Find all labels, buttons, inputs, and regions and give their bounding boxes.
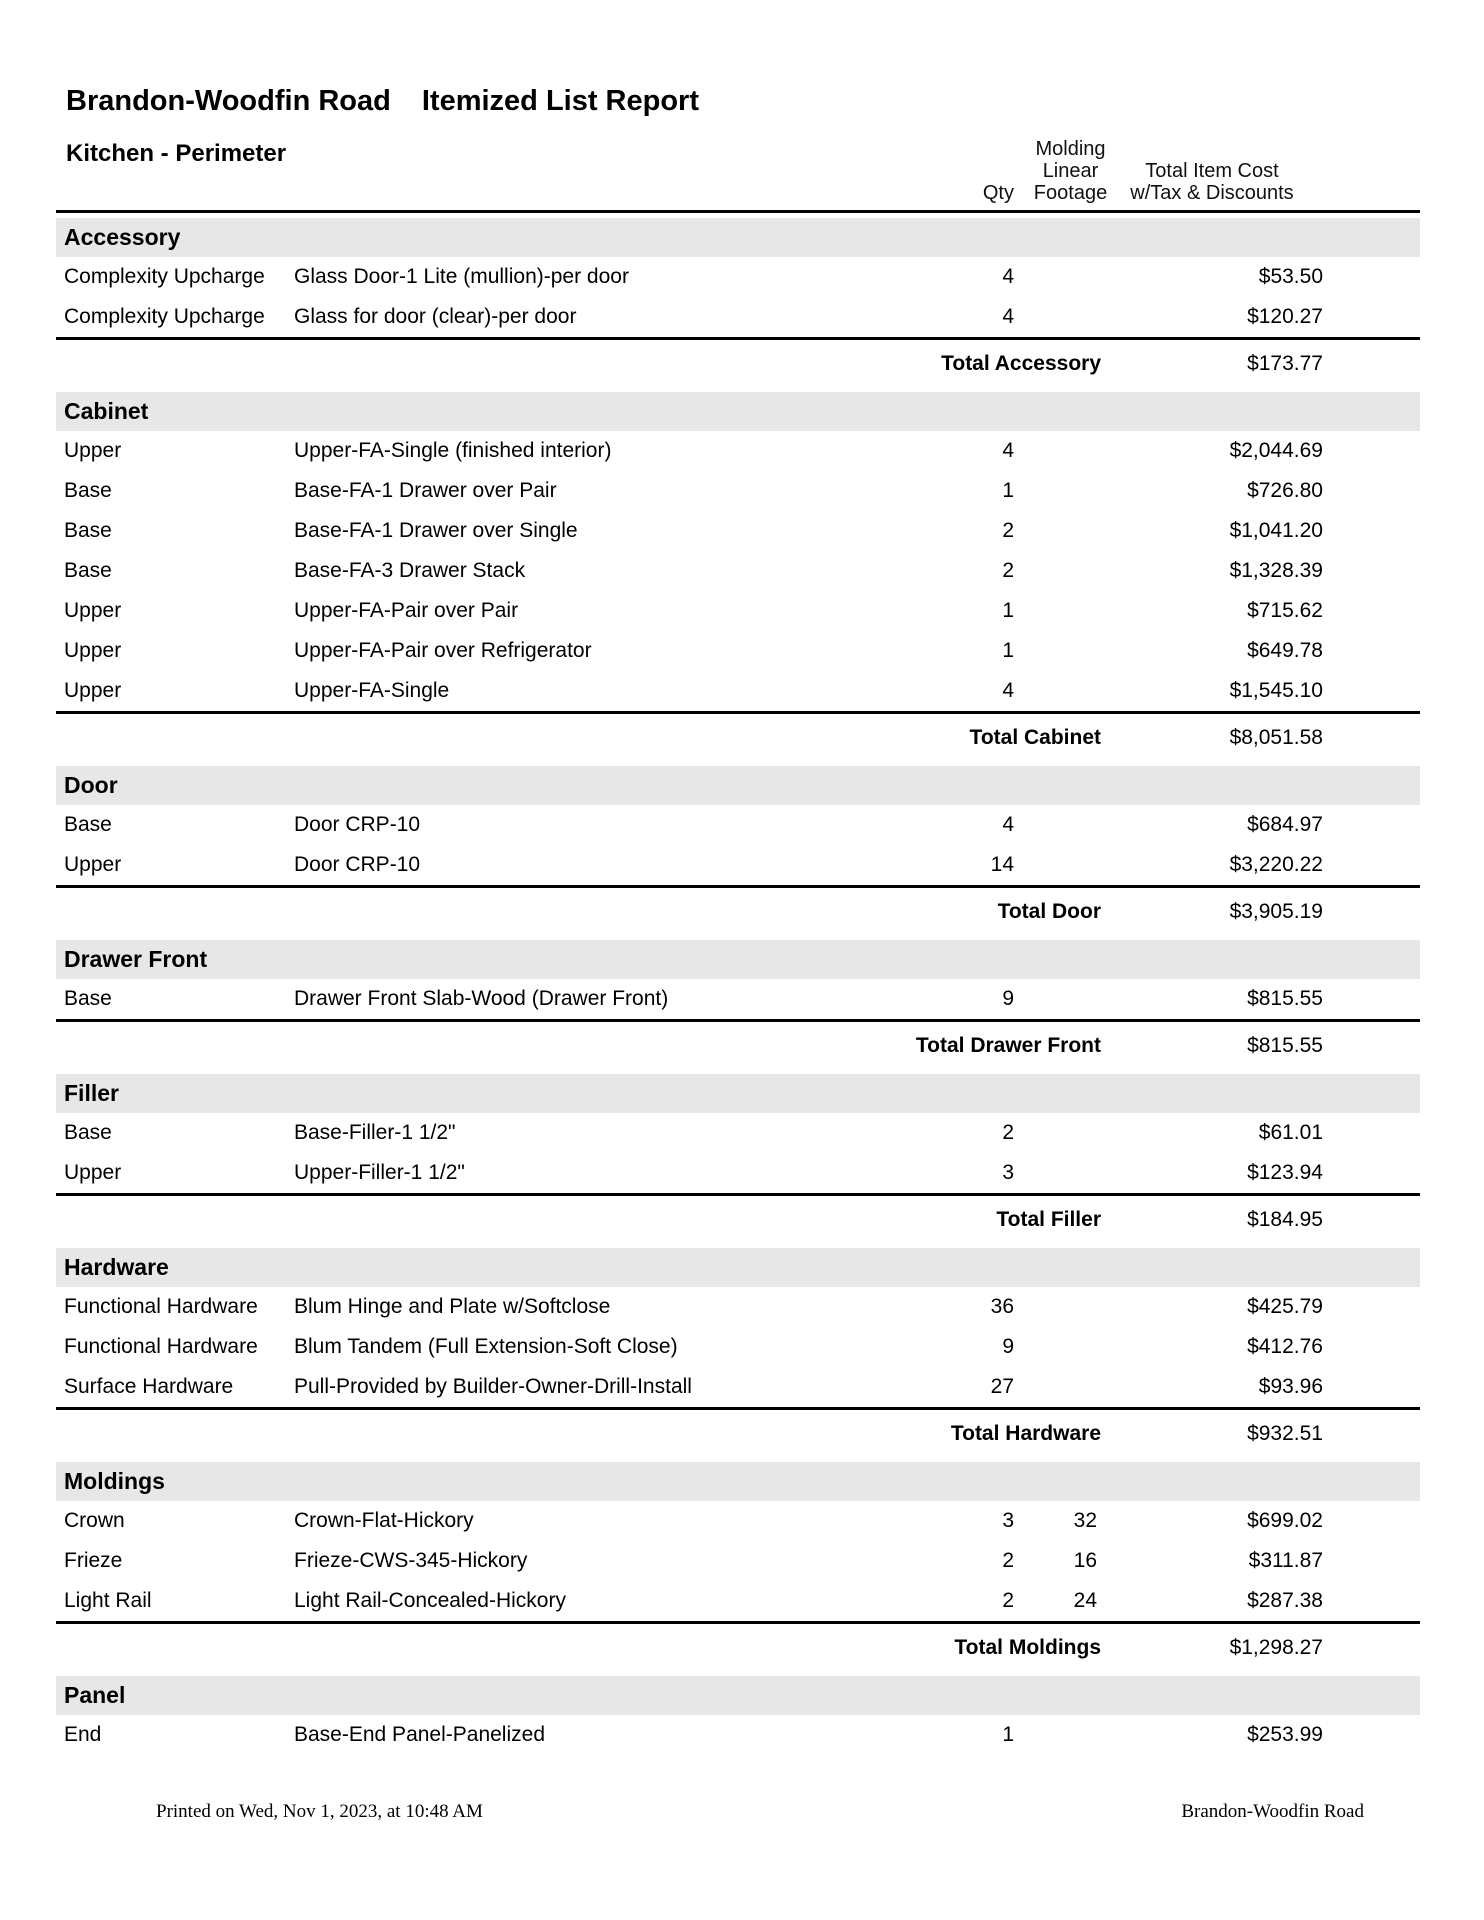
- row-qty: 27: [990, 1375, 1014, 1398]
- table-row: [56, 805, 1420, 845]
- section-total-row: [56, 888, 1420, 935]
- row-category: Crown: [64, 1509, 125, 1532]
- table-row: [56, 1581, 1420, 1621]
- report-section: [56, 940, 1420, 1069]
- row-cost: $253.99: [1247, 1723, 1323, 1746]
- footer-project-name: Brandon-Woodfin Road: [1181, 1801, 1364, 1822]
- row-qty: 3: [1002, 1509, 1014, 1532]
- row-description: Door CRP-10: [294, 853, 421, 876]
- row-category: Upper: [64, 853, 122, 876]
- section-total-label: Total Accessory: [941, 351, 1101, 375]
- row-category: Complexity Upcharge: [64, 305, 265, 328]
- section-rows: [56, 979, 1420, 1022]
- section-total-cost: $8,051.58: [1229, 725, 1323, 749]
- row-description: Frieze-CWS-345-Hickory: [294, 1549, 528, 1572]
- section-rows: [56, 1287, 1420, 1410]
- row-description: Base-Filler-1 1/2": [294, 1121, 456, 1144]
- section-total-label: Total Moldings: [954, 1635, 1101, 1659]
- report-section: [56, 1074, 1420, 1243]
- row-description: Blum Tandem (Full Extension-Soft Close): [294, 1335, 678, 1358]
- section-rows: [56, 431, 1420, 714]
- row-category: Functional Hardware: [64, 1295, 258, 1318]
- row-category: Upper: [64, 599, 122, 622]
- row-category: Complexity Upcharge: [64, 265, 265, 288]
- report-body: [56, 218, 1420, 1755]
- row-cost: $287.38: [1247, 1589, 1323, 1612]
- section-heading-label: Accessory: [64, 224, 181, 250]
- row-cost: $726.80: [1247, 479, 1323, 502]
- row-qty: 1: [1002, 599, 1014, 622]
- row-description: Blum Hinge and Plate w/Softclose: [294, 1295, 611, 1318]
- row-category: Upper: [64, 1161, 122, 1184]
- section-heading-label: Door: [64, 772, 118, 798]
- footer-printed-timestamp: Printed on Wed, Nov 1, 2023, at 10:48 AM: [156, 1801, 483, 1822]
- row-qty: 1: [1002, 479, 1014, 502]
- section-total-row: [56, 1022, 1420, 1069]
- row-cost: $93.96: [1258, 1375, 1323, 1398]
- row-qty: 4: [1002, 679, 1014, 702]
- row-category: Upper: [64, 639, 122, 662]
- row-cost: $815.55: [1247, 987, 1323, 1010]
- row-qty: 9: [1002, 1335, 1014, 1358]
- table-row: [56, 1153, 1420, 1193]
- row-cost: $53.50: [1258, 265, 1323, 288]
- row-cost: $715.62: [1247, 599, 1323, 622]
- row-cost: $3,220.22: [1229, 853, 1323, 876]
- row-description: Upper-FA-Pair over Refrigerator: [294, 639, 592, 662]
- section-heading-label: Hardware: [64, 1254, 169, 1280]
- section-total-cost: $815.55: [1247, 1033, 1323, 1057]
- column-header-molding-linear-footage: Molding Linear Footage: [1033, 138, 1108, 204]
- section-heading-label: Filler: [64, 1080, 119, 1106]
- section-rows: [56, 805, 1420, 888]
- section-rows: [56, 1715, 1420, 1755]
- table-row: [56, 671, 1420, 711]
- row-footage: 16: [1073, 1549, 1097, 1572]
- row-qty: 2: [1002, 519, 1014, 542]
- page-footer: [56, 1801, 1420, 1823]
- section-rows: [56, 1113, 1420, 1196]
- row-description: Base-FA-1 Drawer over Single: [294, 519, 578, 542]
- report-section: [56, 1248, 1420, 1457]
- row-category: Upper: [64, 679, 122, 702]
- row-category: Functional Hardware: [64, 1335, 258, 1358]
- row-cost: $120.27: [1247, 305, 1323, 328]
- row-description: Door CRP-10: [294, 813, 421, 836]
- section-total-cost: $184.95: [1247, 1207, 1323, 1231]
- row-cost: $425.79: [1247, 1295, 1323, 1318]
- row-footage: 32: [1073, 1509, 1097, 1532]
- section-total-cost: $932.51: [1247, 1421, 1323, 1445]
- section-total-label: Total Filler: [996, 1207, 1101, 1231]
- row-footage: 24: [1073, 1589, 1097, 1612]
- row-description: Crown-Flat-Hickory: [294, 1509, 474, 1532]
- table-row: [56, 979, 1420, 1019]
- row-description: Upper-FA-Single: [294, 679, 450, 702]
- row-category: Base: [64, 987, 112, 1010]
- row-qty: 2: [1002, 1589, 1014, 1612]
- section-total-label: Total Hardware: [950, 1421, 1101, 1445]
- report-type-title: Itemized List Report: [421, 85, 700, 117]
- table-row: [56, 591, 1420, 631]
- section-heading: [56, 1462, 1420, 1501]
- row-cost: $123.94: [1247, 1161, 1323, 1184]
- row-qty: 1: [1002, 639, 1014, 662]
- report-section: [56, 766, 1420, 935]
- report-section: [56, 1462, 1420, 1671]
- section-heading: [56, 766, 1420, 805]
- table-row: [56, 1327, 1420, 1367]
- row-qty: 9: [1002, 987, 1014, 1010]
- row-description: Light Rail-Concealed-Hickory: [294, 1589, 566, 1612]
- row-qty: 2: [1002, 1549, 1014, 1572]
- row-cost: $699.02: [1247, 1509, 1323, 1532]
- row-category: Light Rail: [64, 1589, 152, 1612]
- report-section: [56, 218, 1420, 387]
- row-category: Upper: [64, 439, 122, 462]
- row-category: Base: [64, 479, 112, 502]
- row-cost: $1,545.10: [1229, 679, 1323, 702]
- row-description: Glass for door (clear)-per door: [294, 305, 577, 328]
- section-total-cost: $3,905.19: [1229, 899, 1323, 923]
- section-heading: [56, 392, 1420, 431]
- table-row: [56, 257, 1420, 297]
- report-section: [56, 1676, 1420, 1755]
- row-category: Frieze: [64, 1549, 123, 1572]
- table-row: [56, 1287, 1420, 1327]
- row-cost: $2,044.69: [1229, 439, 1323, 462]
- table-row: [56, 1541, 1420, 1581]
- table-row: [56, 1715, 1420, 1755]
- row-qty: 14: [990, 853, 1014, 876]
- row-qty: 4: [1002, 439, 1014, 462]
- section-heading: [56, 940, 1420, 979]
- table-row: [56, 845, 1420, 885]
- row-category: Base: [64, 519, 112, 542]
- row-category: Base: [64, 559, 112, 582]
- table-row: [56, 1501, 1420, 1541]
- row-cost: $1,328.39: [1229, 559, 1323, 582]
- table-row: [56, 297, 1420, 337]
- table-row: [56, 511, 1420, 551]
- row-description: Base-End Panel-Panelized: [294, 1723, 545, 1746]
- section-heading-label: Drawer Front: [64, 946, 208, 972]
- row-description: Pull-Provided by Builder-Owner-Drill-Install: [294, 1375, 692, 1398]
- row-cost: $61.01: [1258, 1121, 1323, 1144]
- row-qty: 4: [1002, 813, 1014, 836]
- table-row: [56, 471, 1420, 511]
- report-section: [56, 392, 1420, 761]
- table-row: [56, 551, 1420, 591]
- row-category: Surface Hardware: [64, 1375, 234, 1398]
- row-qty: 4: [1002, 305, 1014, 328]
- table-row: [56, 1113, 1420, 1153]
- section-heading-label: Panel: [64, 1682, 126, 1708]
- section-heading: [56, 218, 1420, 257]
- section-total-row: [56, 1624, 1420, 1671]
- section-heading-label: Moldings: [64, 1468, 165, 1494]
- table-header: [56, 138, 1420, 213]
- page-title: [66, 84, 1420, 118]
- section-total-label: Total Cabinet: [969, 725, 1101, 749]
- section-total-row: [56, 340, 1420, 387]
- section-rows: [56, 257, 1420, 340]
- section-total-row: [56, 714, 1420, 761]
- row-description: Drawer Front Slab-Wood (Drawer Front): [294, 987, 669, 1010]
- row-description: Base-FA-3 Drawer Stack: [294, 559, 526, 582]
- row-qty: 4: [1002, 265, 1014, 288]
- row-qty: 2: [1002, 559, 1014, 582]
- row-cost: $412.76: [1247, 1335, 1323, 1358]
- row-cost: $1,041.20: [1229, 519, 1323, 542]
- column-header-total-item-cost: Total Item Cost w/Tax & Discounts: [1130, 160, 1294, 204]
- row-qty: 1: [1002, 1723, 1014, 1746]
- section-heading: [56, 1074, 1420, 1113]
- row-description: Upper-FA-Single (finished interior): [294, 439, 612, 462]
- project-title: Brandon-Woodfin Road: [66, 85, 391, 117]
- section-heading: [56, 1676, 1420, 1715]
- row-qty: 36: [990, 1295, 1014, 1318]
- section-total-row: [56, 1196, 1420, 1243]
- section-total-cost: $173.77: [1247, 351, 1323, 375]
- section-heading: [56, 1248, 1420, 1287]
- row-cost: $311.87: [1248, 1549, 1323, 1572]
- row-qty: 3: [1002, 1161, 1014, 1184]
- row-category: Base: [64, 1121, 112, 1144]
- row-description: Base-FA-1 Drawer over Pair: [294, 479, 557, 502]
- row-cost: $684.97: [1247, 813, 1323, 836]
- section-total-cost: $1,298.27: [1229, 1635, 1323, 1659]
- column-header-qty: Qty: [982, 182, 1014, 204]
- section-total-row: [56, 1410, 1420, 1457]
- row-category: End: [64, 1723, 102, 1746]
- row-description: Upper-FA-Pair over Pair: [294, 599, 519, 622]
- section-rows: [56, 1501, 1420, 1624]
- row-description: Glass Door-1 Lite (mullion)-per door: [294, 265, 629, 288]
- section-heading-label: Cabinet: [64, 398, 149, 424]
- row-cost: $649.78: [1247, 639, 1323, 662]
- row-description: Upper-Filler-1 1/2": [294, 1161, 465, 1184]
- table-row: [56, 631, 1420, 671]
- section-total-label: Total Door: [997, 899, 1101, 923]
- room-title: Kitchen - Perimeter: [66, 140, 287, 167]
- table-row: [56, 431, 1420, 471]
- row-qty: 2: [1002, 1121, 1014, 1144]
- table-row: [56, 1367, 1420, 1407]
- row-category: Base: [64, 813, 112, 836]
- section-total-label: Total Drawer Front: [915, 1033, 1101, 1057]
